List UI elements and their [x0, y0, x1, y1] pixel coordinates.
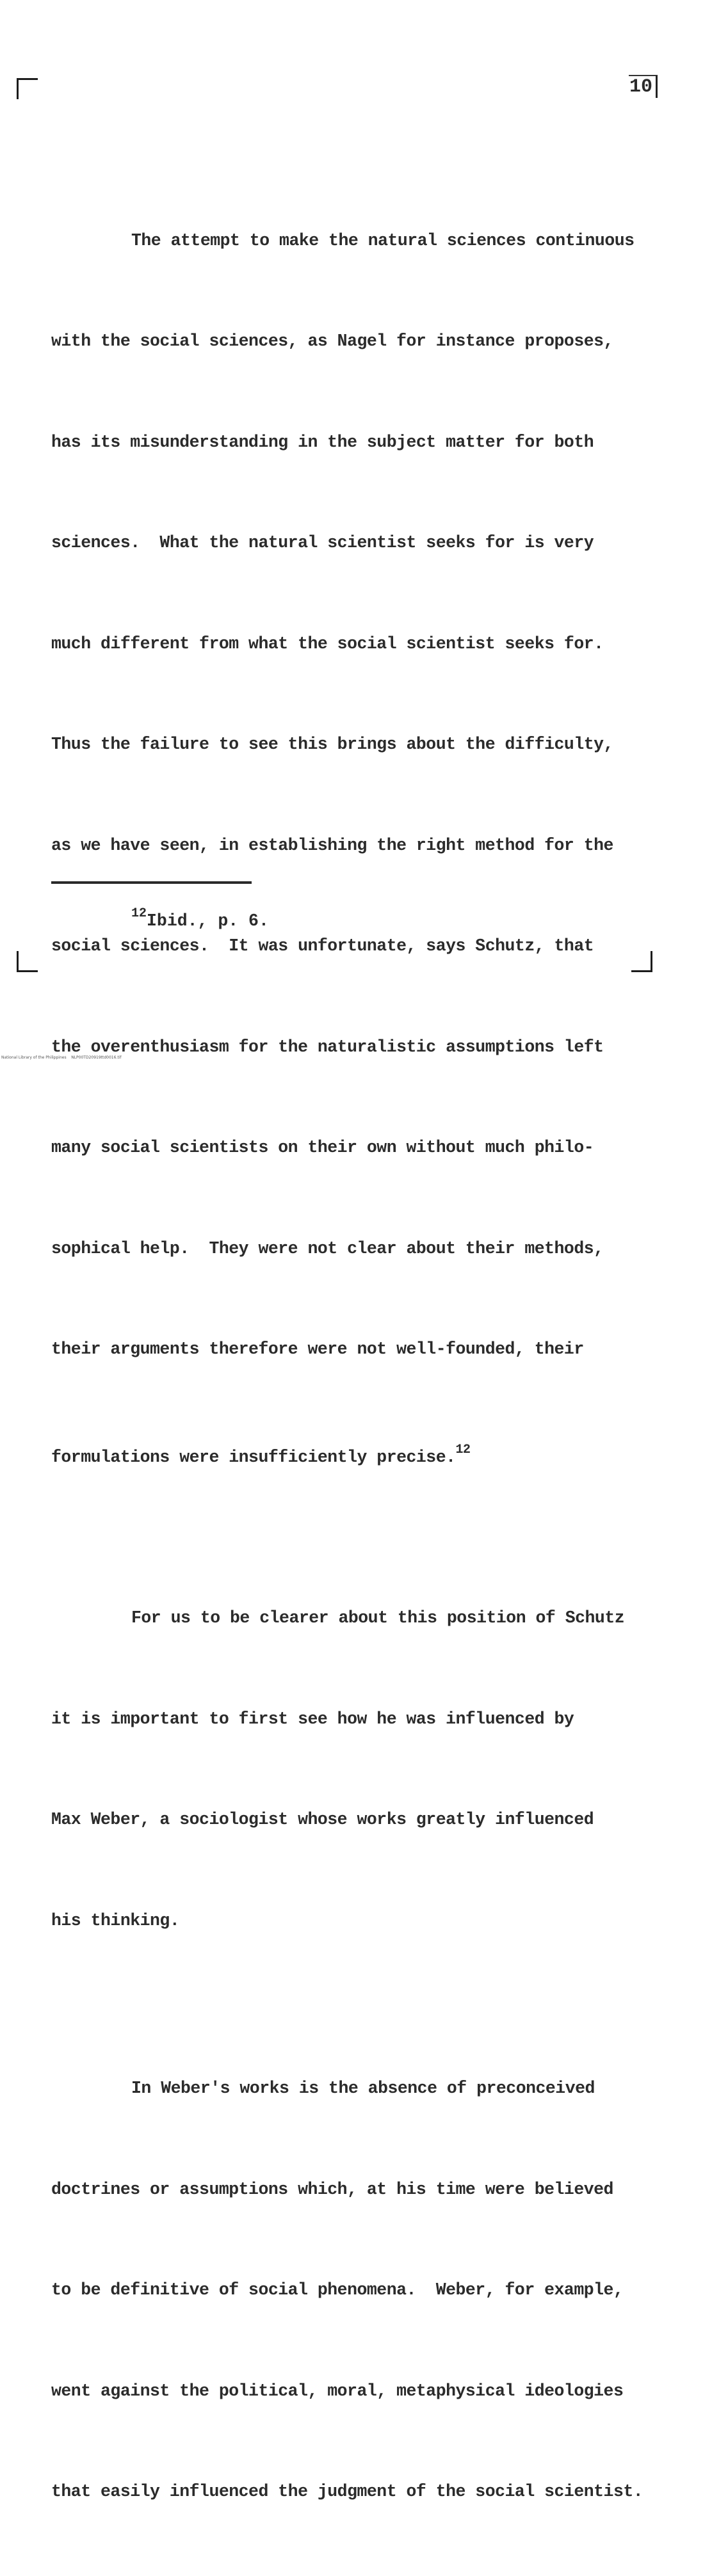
- footnote-text: Ibid., p. 6.: [147, 911, 269, 931]
- paragraph-line: that easily influenced the judgment of the social scientist.: [51, 2482, 643, 2501]
- paragraph-line: his thinking.: [51, 1910, 180, 1930]
- paragraph-line: went against the political, moral, metaphysical ideologies: [51, 2381, 624, 2401]
- paragraph-line: much different from what the social scientist seeks for.: [51, 634, 604, 653]
- paragraph-line: The attempt to make the natural sciences continuous: [131, 230, 635, 250]
- paragraph-line-text: formulations were insufficiently precise.: [51, 1447, 456, 1467]
- paragraph-line: many social scientists on their own without much philo-: [51, 1138, 594, 1157]
- scan-credit: National Library of the Philippines NLP00TD20919ttd0016.tif: [1, 1055, 122, 1060]
- footnote-reference: 12: [455, 1442, 471, 1457]
- paragraph-line: with the social sciences, as Nagel for instance proposes,: [51, 332, 613, 351]
- paragraph-line: sophical help. They were not clear about their methods,: [51, 1238, 604, 1258]
- paragraph-line: For us to be clearer about this position of Schutz: [131, 1608, 625, 1628]
- paragraph-line: Thus the failure to see this brings about the difficulty,: [51, 735, 613, 754]
- paragraph-line: sciences. What the natural scientist seeks for is very: [51, 533, 594, 552]
- paragraph-line: their arguments therefore were not well-founded, their: [51, 1340, 584, 1359]
- paragraph-line: the overenthusiasm for the naturalistic assumptions left: [51, 1037, 604, 1057]
- crop-mark-bottom-left: [17, 951, 38, 972]
- paragraph-line: In Weber's works is the absence of preconceived: [131, 2079, 595, 2098]
- footnote-separator: [51, 881, 252, 884]
- footnote-number: 12: [131, 906, 147, 921]
- paragraph-line-with-footnote: [51, 1434, 653, 1468]
- crop-mark-top-left: [17, 78, 38, 99]
- paragraph-line: it is important to first see how he was influenced by: [51, 1709, 574, 1729]
- footnote: [131, 906, 269, 931]
- page-number: 10: [629, 75, 658, 98]
- paragraph-line: Max Weber, a sociologist whose works greatly influenced: [51, 1810, 594, 1829]
- paragraph-line: to be definitive of social phenomena. Weber, for example,: [51, 2280, 624, 2300]
- paragraph-line: has its misunderstanding in the subject matter for both: [51, 432, 594, 452]
- paragraph-line: doctrines or assumptions which, at his time were believed: [51, 2179, 613, 2199]
- paragraph-line: as we have seen, in establishing the right method for the: [51, 835, 613, 855]
- paragraph-line: social sciences. It was unfortunate, says Schutz, that: [51, 936, 594, 956]
- body-text: [51, 123, 653, 2576]
